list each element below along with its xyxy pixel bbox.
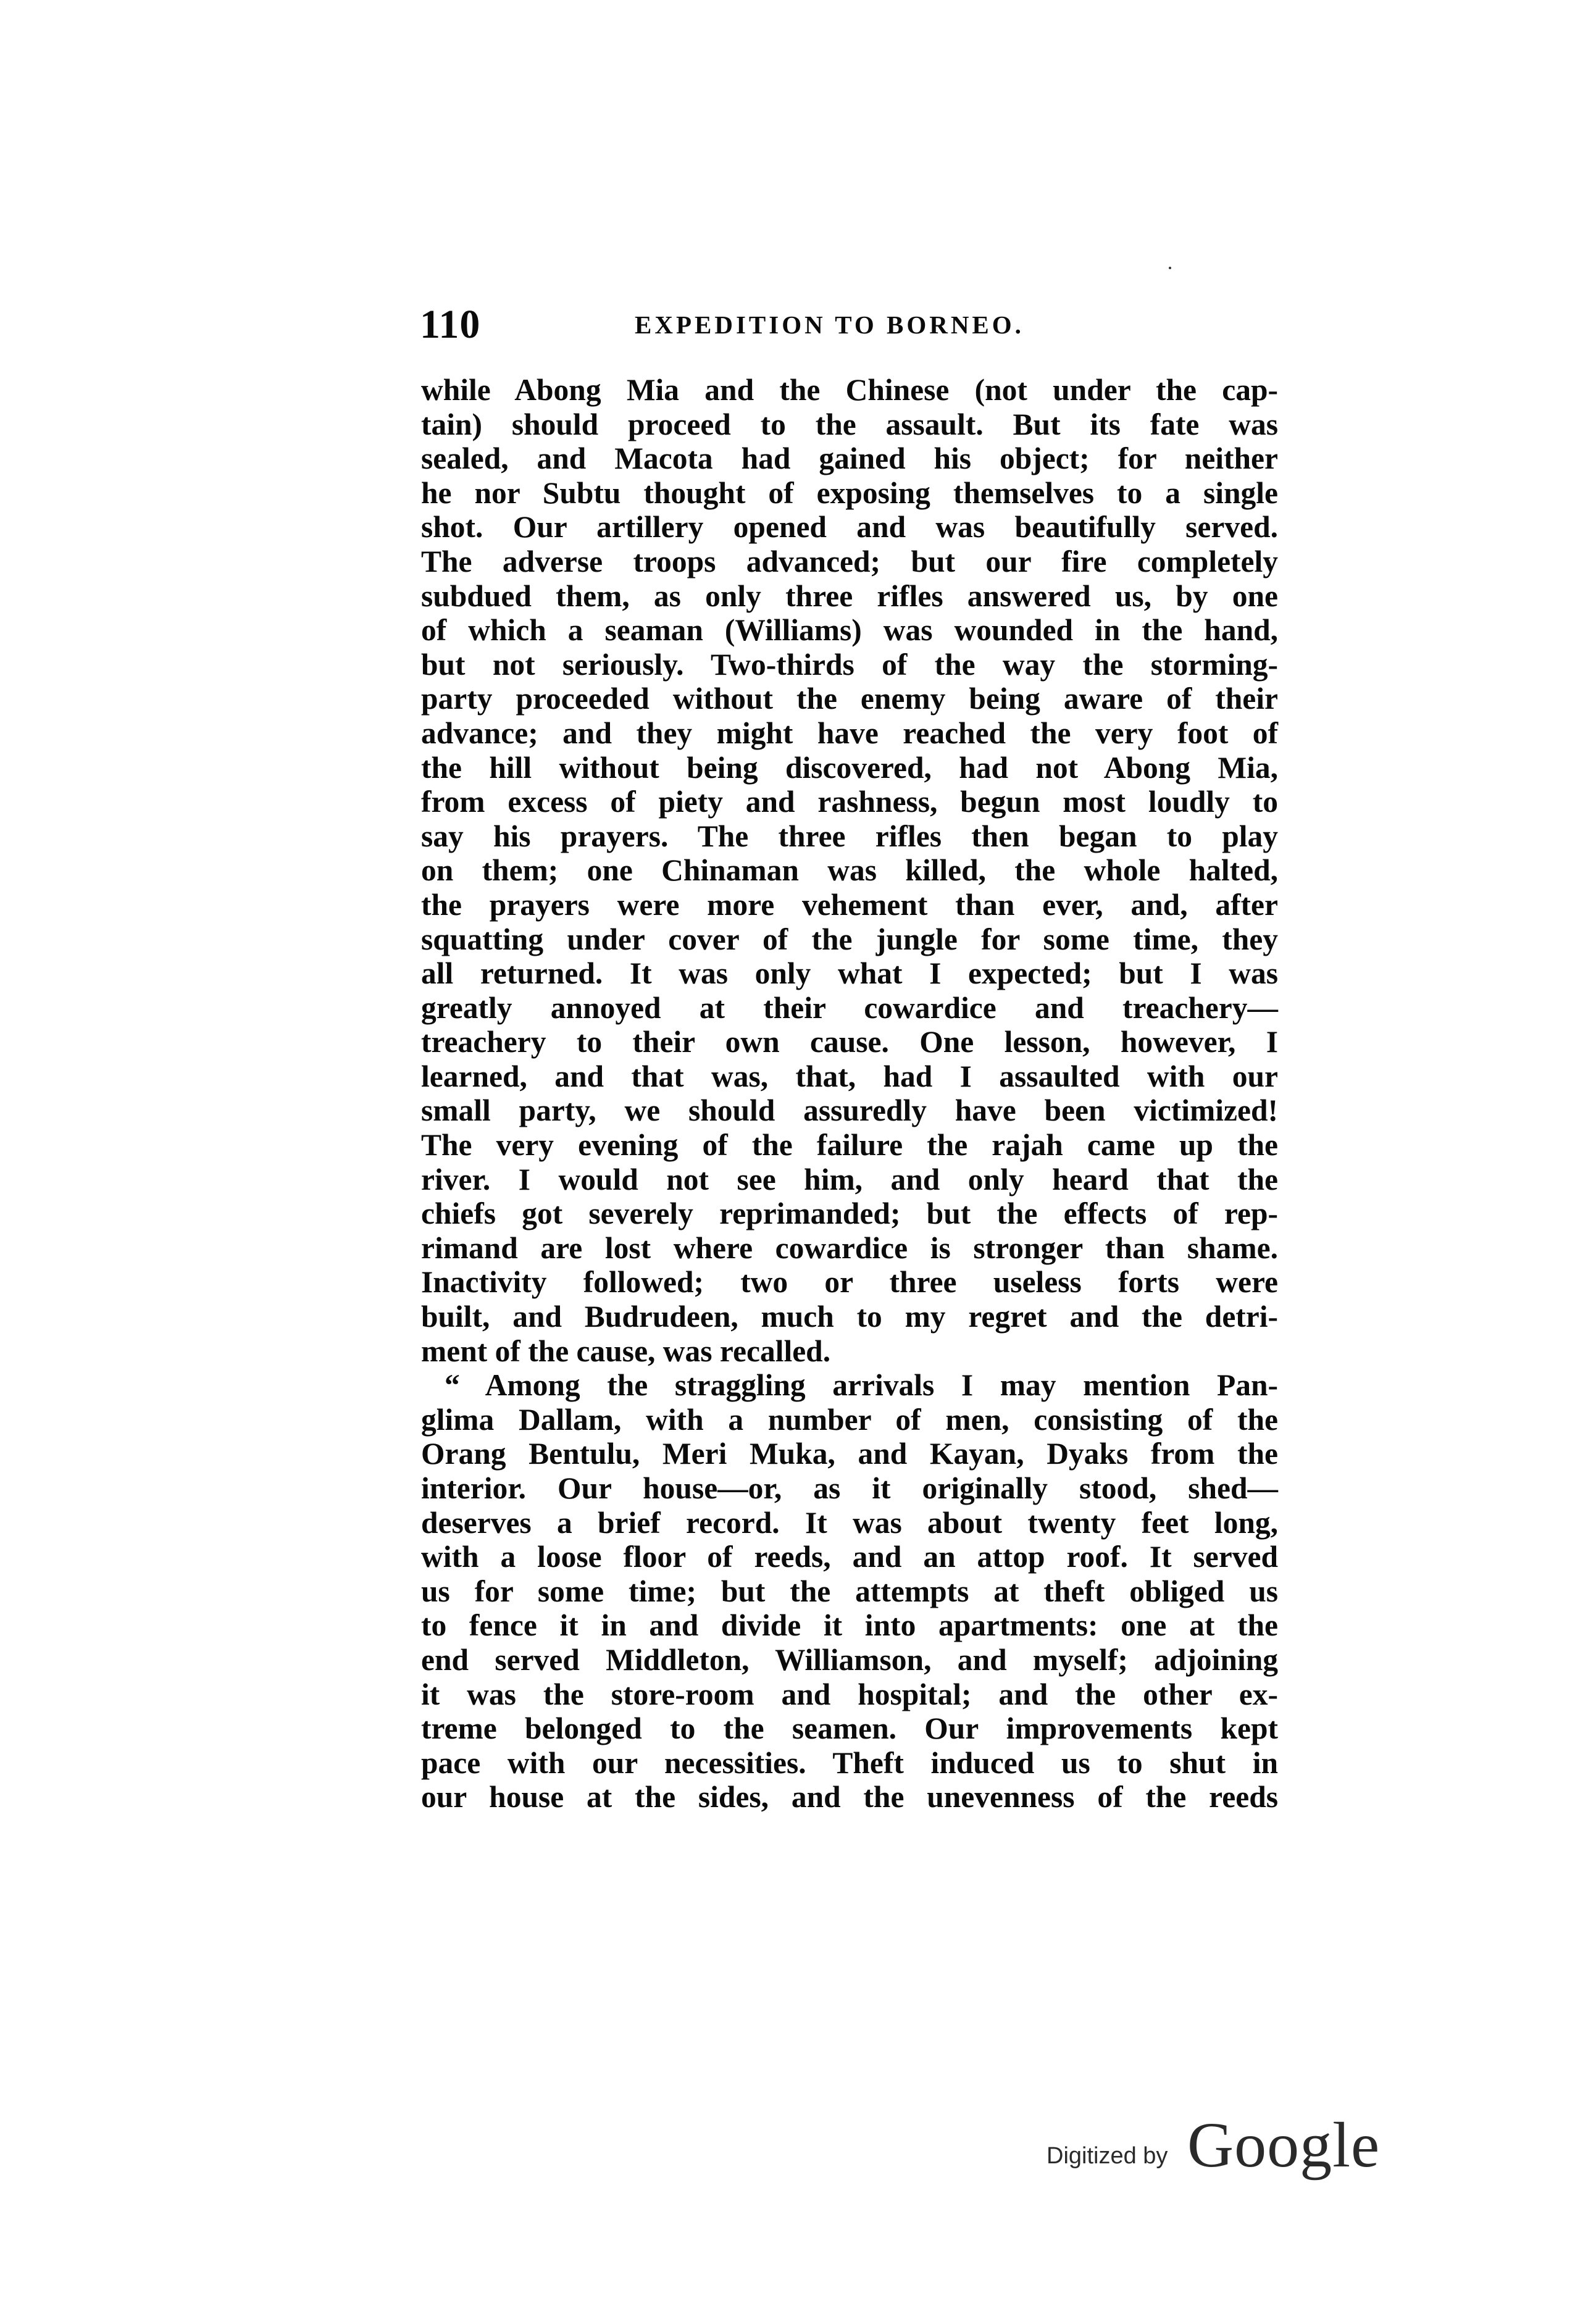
text-line: sealed, and Macota had gained his object; for neither xyxy=(421,441,1278,476)
text-line: glima Dallam, with a number of men, consisting of the xyxy=(421,1402,1278,1437)
text-line: rimand are lost where cowardice is stronger than shame. xyxy=(421,1230,1278,1265)
text-line: shot. Our artillery opened and was beautifully served. xyxy=(421,510,1278,545)
text-line: from excess of piety and rashness, begun most loudly to xyxy=(421,785,1278,819)
text-line: on them; one Chinaman was killed, the whole halted, xyxy=(421,853,1278,888)
text-line: with a loose floor of reeds, and an attop roof. It served xyxy=(421,1540,1278,1574)
text-line: learned, and that was, that, had I assaulted with our xyxy=(421,1059,1278,1093)
text-line: while Abong Mia and the Chinese (not under the cap- xyxy=(421,373,1278,407)
text-line: treachery to their own cause. One lesson, however, I xyxy=(421,1025,1278,1059)
digitized-by-label: Digitized by xyxy=(1047,2143,1168,2169)
running-head: EXPEDITION TO BORNEO. xyxy=(635,311,1024,339)
text-line: advance; and they might have reached the very foot of xyxy=(421,716,1278,750)
text-line: the hill without being discovered, had not Abong Mia, xyxy=(421,750,1278,785)
text-line: “ Among the straggling arrivals I may mention Pan- xyxy=(445,1368,1278,1403)
text-line: The adverse troops advanced; but our fire completely xyxy=(421,544,1278,578)
text-line: small party, we should assuredly have been victimized! xyxy=(421,1093,1278,1128)
text-line: tain) should proceed to the assault. But its fate was xyxy=(421,407,1278,441)
text-line: The very evening of the failure the rajah came up the xyxy=(421,1128,1278,1163)
text-line: end served Middleton, Williamson, and myself; adjoining xyxy=(421,1642,1278,1677)
text-line: the prayers were more vehement than ever, and, after xyxy=(421,887,1278,922)
text-line: of which a seaman (Williams) was wounded in the hand, xyxy=(421,613,1278,648)
page-number: 110 xyxy=(420,302,481,347)
scan-speck xyxy=(1169,267,1171,269)
text-line: greatly annoyed at their cowardice and treachery— xyxy=(421,990,1278,1025)
text-line: treme belonged to the seamen. Our improvements kept xyxy=(421,1711,1278,1746)
digitized-by-google-watermark xyxy=(1047,2111,1392,2186)
text-line: it was the store-room and hospital; and the other ex- xyxy=(421,1677,1278,1711)
text-line: all returned. It was only what I expected; but I was xyxy=(421,956,1278,991)
text-line: Inactivity followed; two or three useless forts were xyxy=(421,1265,1278,1300)
text-line: but not seriously. Two-thirds of the way the storming- xyxy=(421,647,1278,682)
text-line: subdued them, as only three rifles answered us, by one xyxy=(421,578,1278,613)
text-line: he nor Subtu thought of exposing themselves to a single xyxy=(421,475,1278,510)
google-logo: Google xyxy=(1187,2110,1381,2181)
text-line: Orang Bentulu, Meri Muka, and Kayan, Dyaks from the xyxy=(421,1437,1278,1471)
page-header xyxy=(420,300,1284,349)
text-line: party proceeded without the enemy being aware of their xyxy=(421,682,1278,716)
text-line: pace with our necessities. Theft induced us to shut in xyxy=(421,1745,1278,1780)
text-line: river. I would not see him, and only heard that the xyxy=(421,1162,1278,1196)
text-line: us for some time; but the attempts at theft obliged us xyxy=(421,1574,1278,1608)
text-line: built, and Budrudeen, much to my regret and the detri- xyxy=(421,1300,1278,1334)
text-line: interior. Our house—or, as it originally stood, shed— xyxy=(421,1471,1278,1505)
text-line: deserves a brief record. It was about twenty feet long, xyxy=(421,1505,1278,1540)
text-line: our house at the sides, and the unevenness of the reeds xyxy=(421,1780,1278,1815)
text-line: squatting under cover of the jungle for some time, they xyxy=(421,922,1278,956)
text-line: to fence it in and divide it into apartments: one at the xyxy=(421,1608,1278,1643)
text-line: say his prayers. The three rifles then began to play xyxy=(421,819,1278,853)
text-line: ment of the cause, was recalled. xyxy=(421,1334,831,1368)
text-line: chiefs got severely reprimanded; but the effects of rep- xyxy=(421,1196,1278,1231)
body-text xyxy=(421,373,1278,1815)
